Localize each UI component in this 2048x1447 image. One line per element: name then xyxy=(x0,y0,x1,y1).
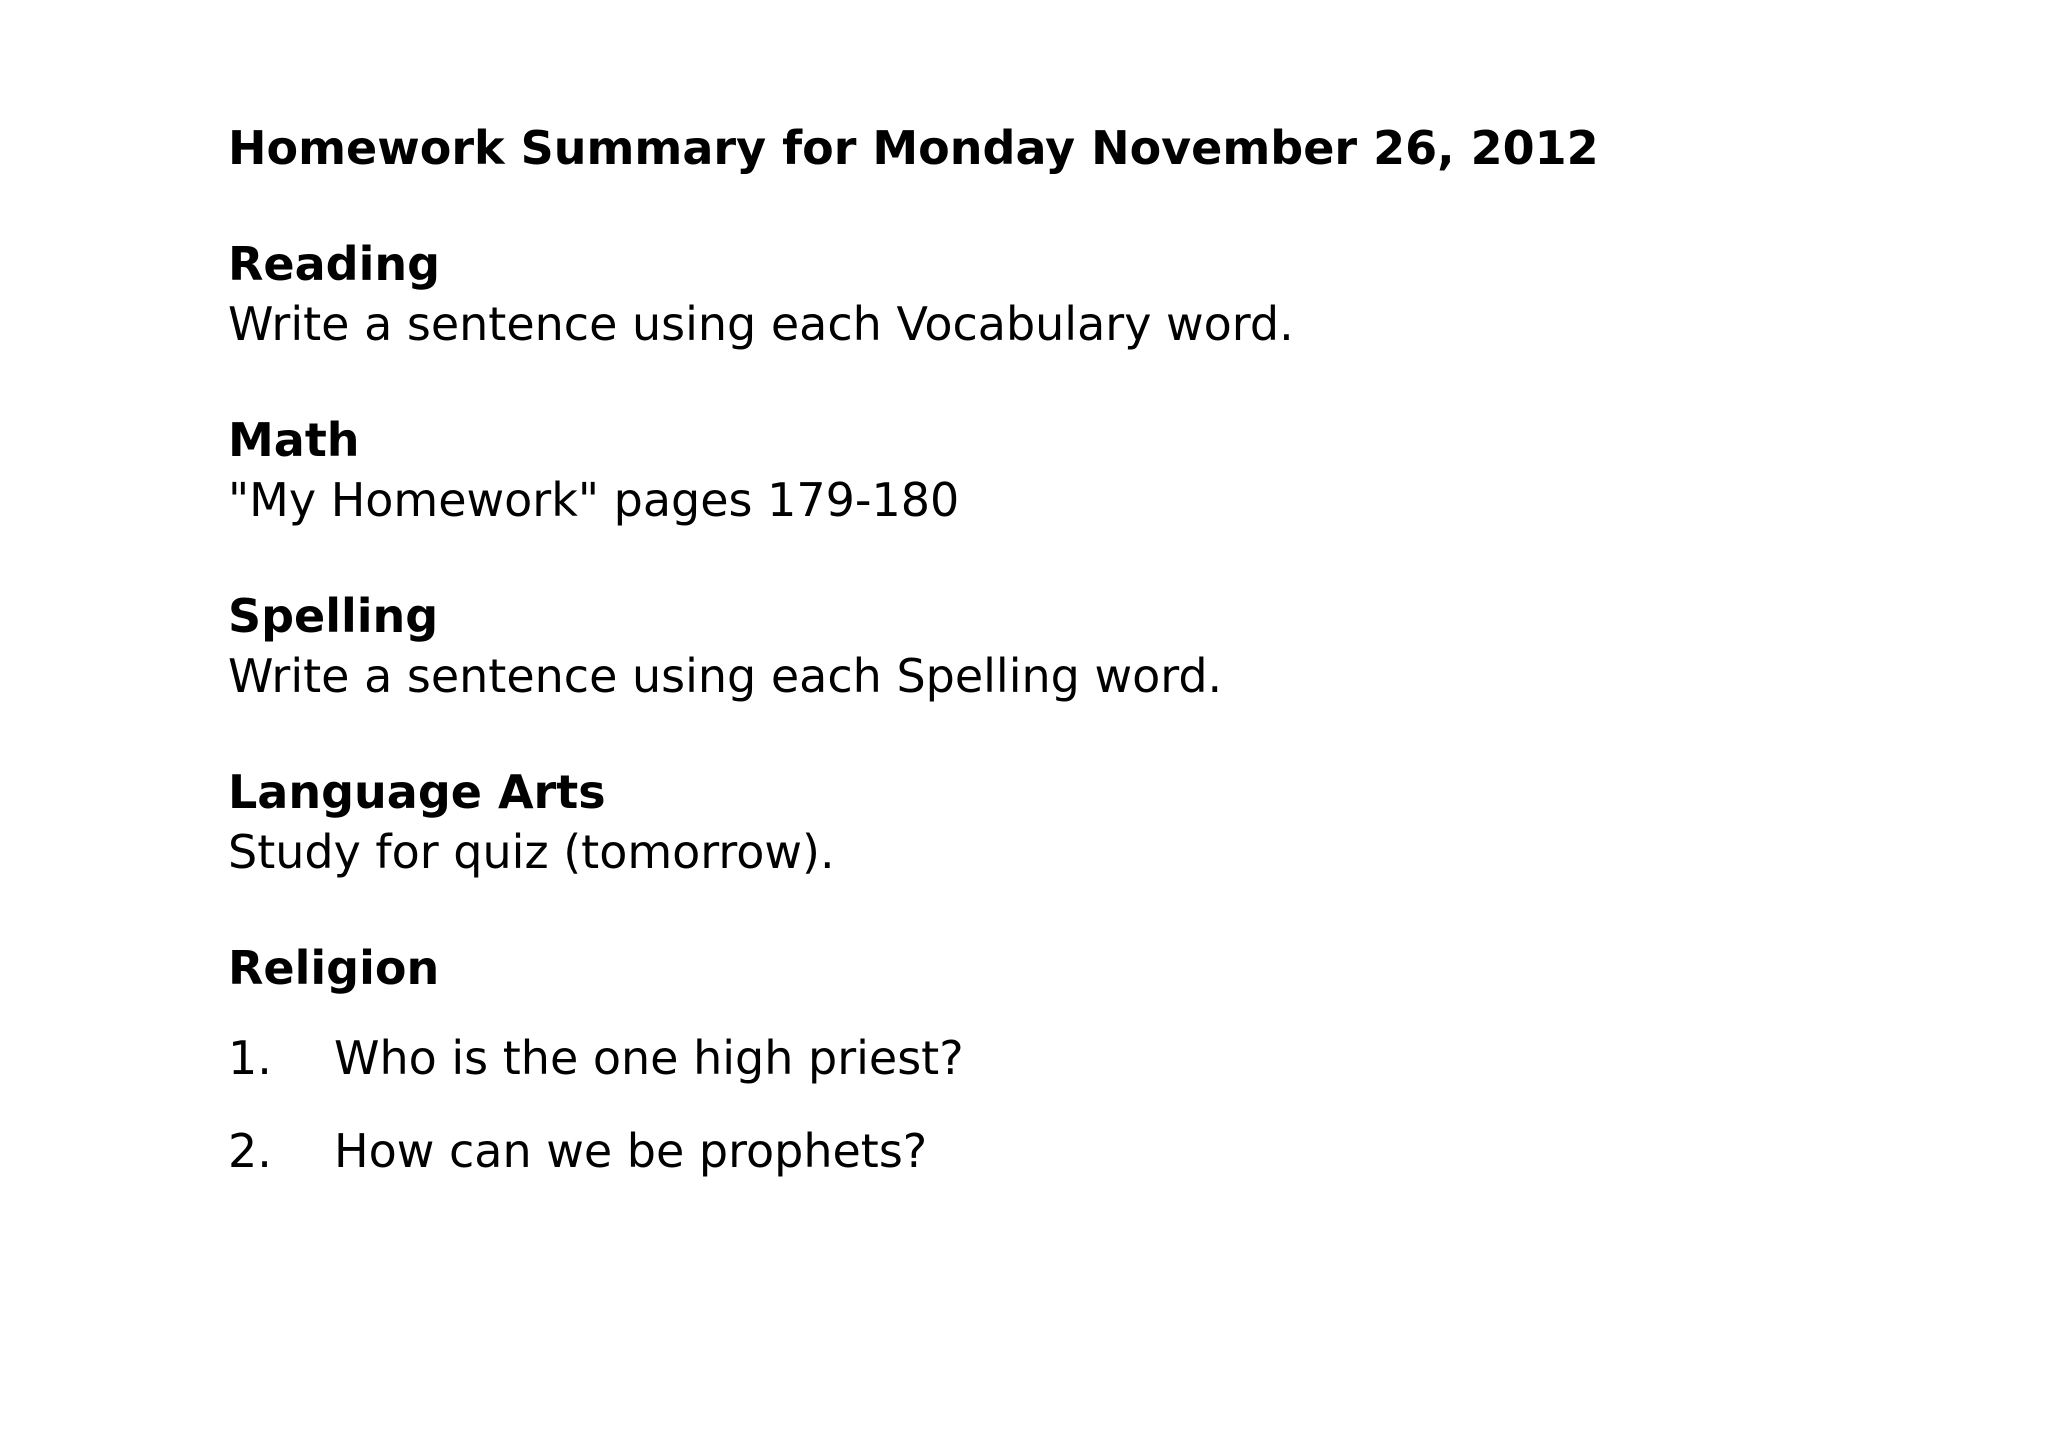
section-language-arts xyxy=(228,762,1928,882)
section-body-reading: Write a sentence using each Vocabulary word. xyxy=(228,297,1294,351)
document-title: Homework Summary for Monday November 26, 2012 xyxy=(228,121,1599,175)
question-text: How can we be prophets? xyxy=(334,1124,928,1178)
section-spelling xyxy=(228,586,1928,706)
religion-question-list xyxy=(228,1028,1928,1181)
section-heading-spelling: Spelling xyxy=(228,589,439,643)
list-item xyxy=(228,1028,1928,1088)
section-body-math: "My Homework" pages 179-180 xyxy=(228,473,960,527)
section-heading-religion: Religion xyxy=(228,941,440,995)
section-reading xyxy=(228,234,1928,354)
question-number: 1. xyxy=(228,1031,272,1085)
section-body-language-arts: Study for quiz (tomorrow). xyxy=(228,825,835,879)
section-math xyxy=(228,410,1928,530)
section-heading-reading: Reading xyxy=(228,237,441,291)
question-number: 2. xyxy=(228,1124,272,1178)
section-heading-math: Math xyxy=(228,413,360,467)
question-text: Who is the one high priest? xyxy=(334,1031,964,1085)
section-body-spelling: Write a sentence using each Spelling word. xyxy=(228,649,1223,703)
list-item xyxy=(228,1121,1928,1181)
section-religion xyxy=(228,938,1928,1214)
section-heading-language-arts: Language Arts xyxy=(228,765,606,819)
